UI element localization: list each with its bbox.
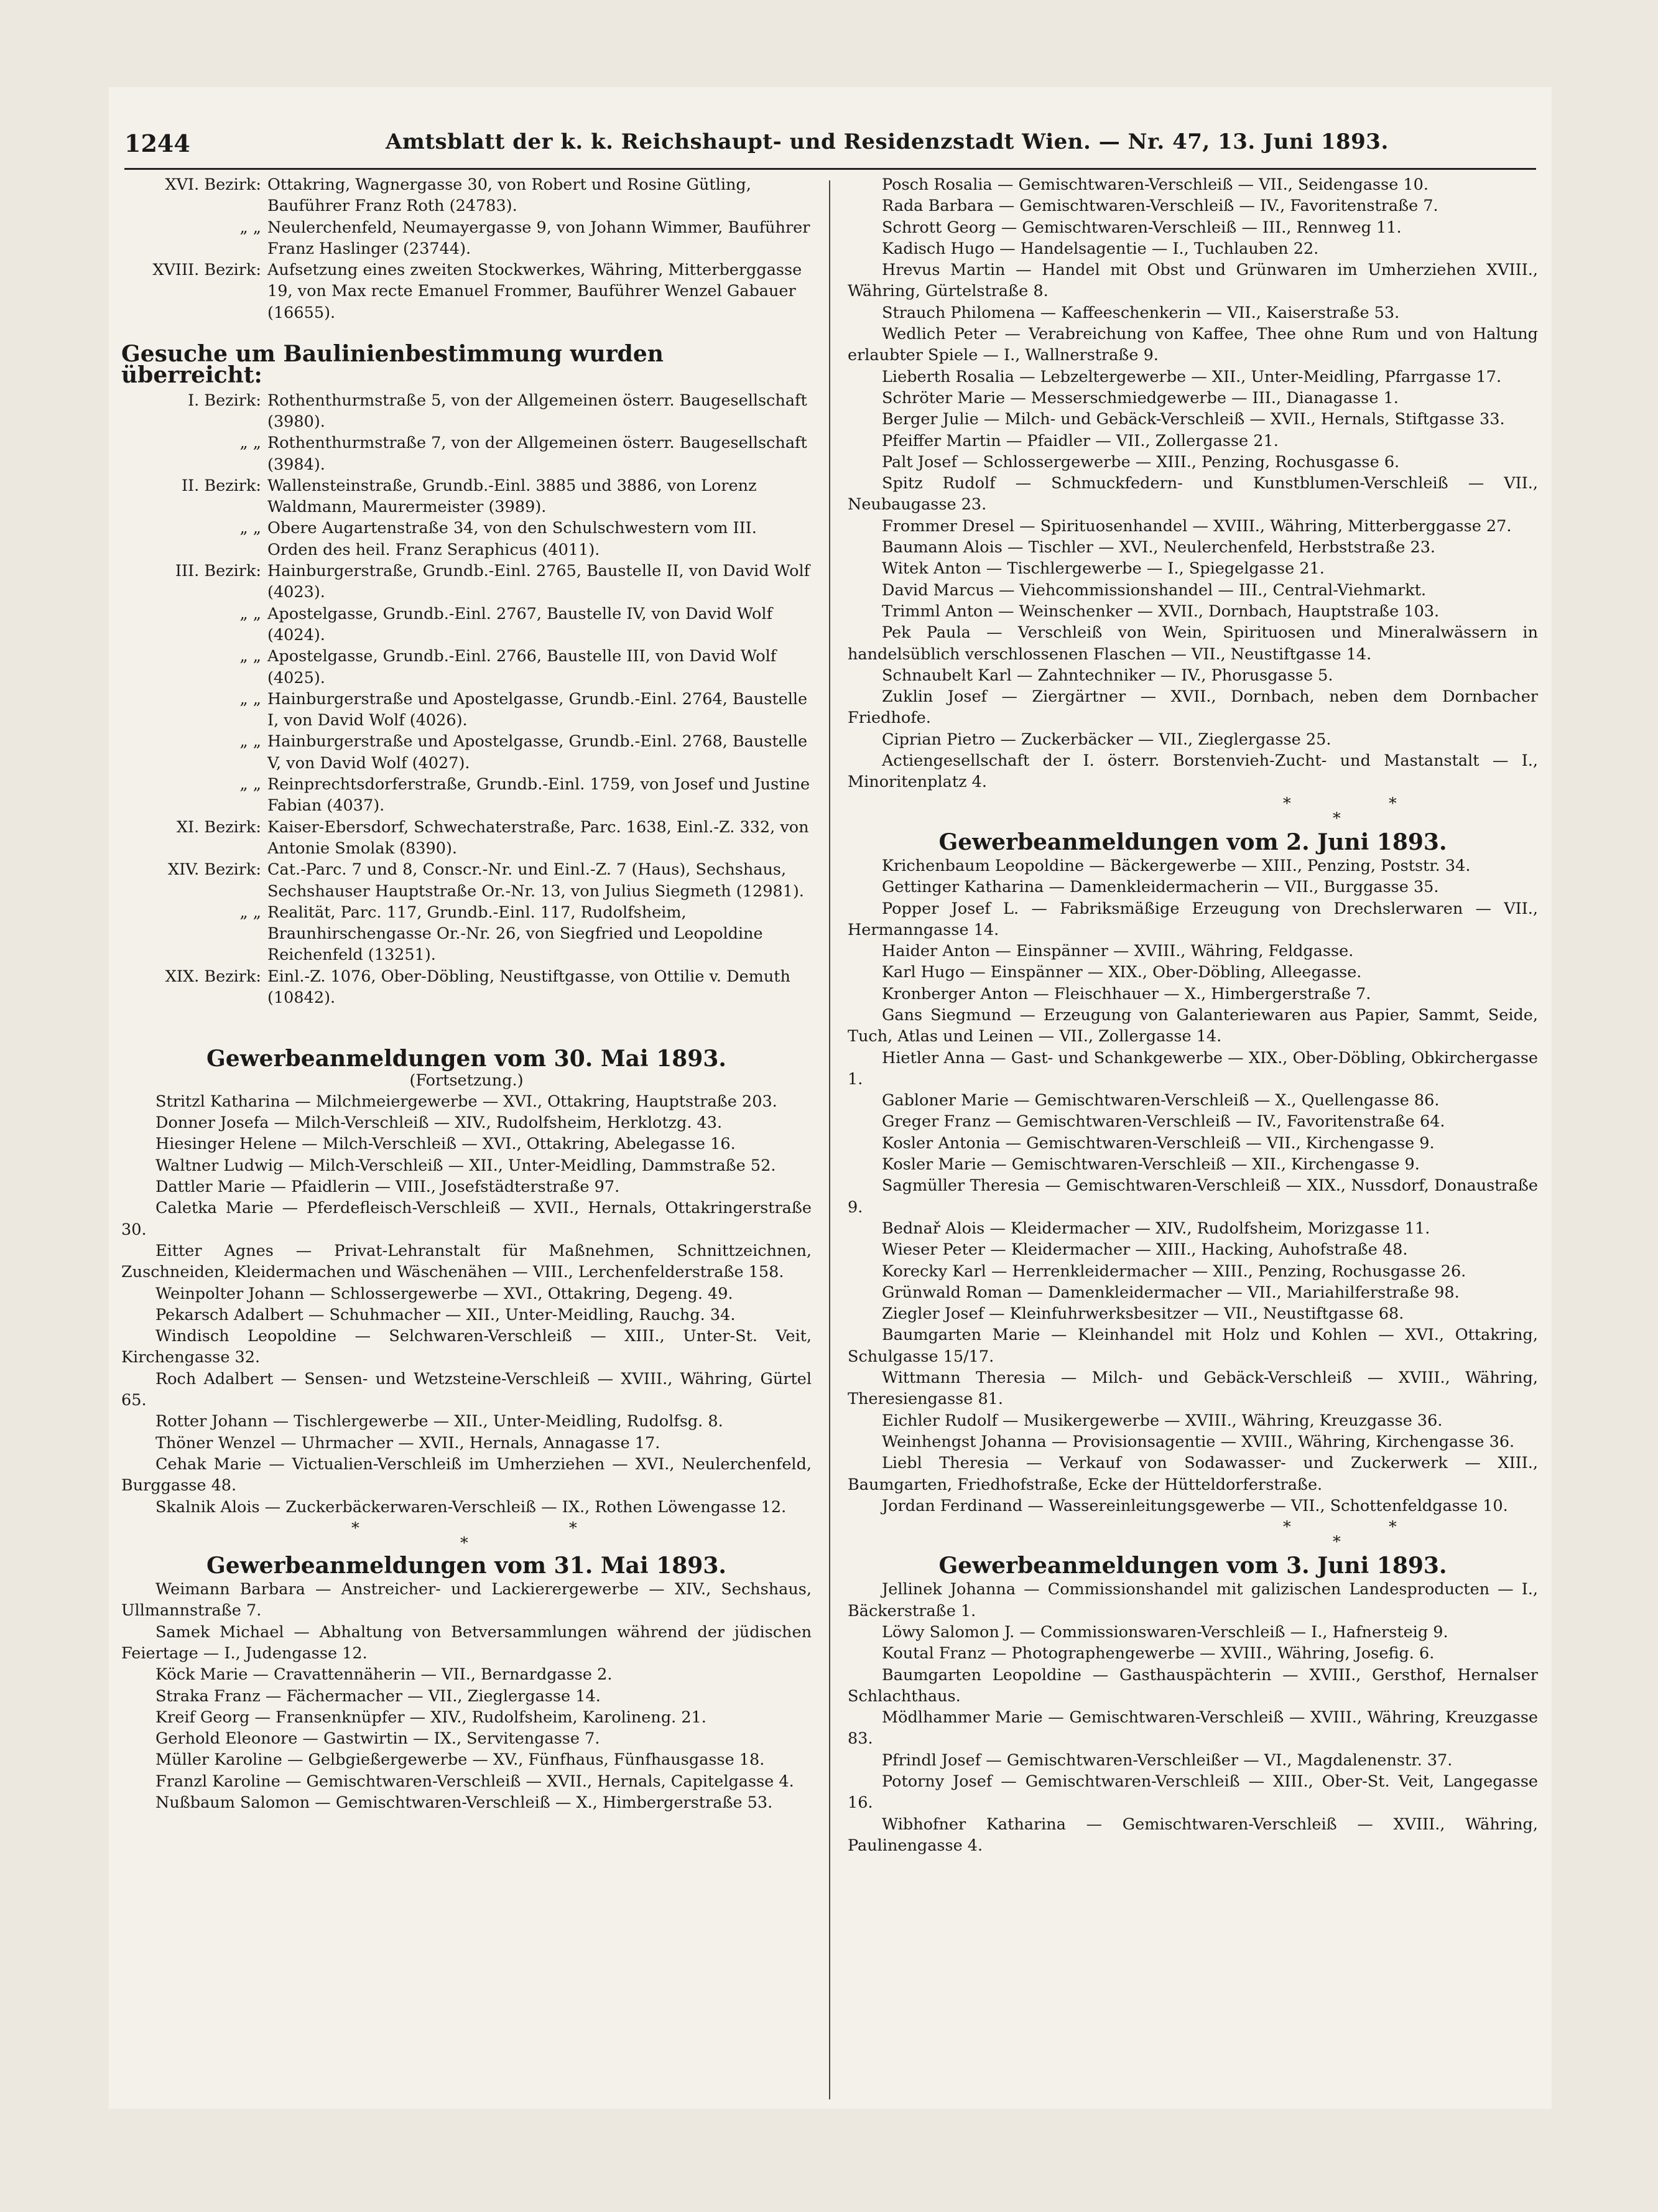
list-item: Ziegler Josef — Kleinfuhrwerksbesitzer — VII., Neustiftgasse 68. [882, 1304, 1404, 1324]
list-item: Trimml Anton — Weinschenker — XVII., Dornbach, Hauptstraße 103. [882, 602, 1440, 621]
list-item: Wittmann Theresia — Milch- und Gebäck-Verschleiß — XVIII., Währing, Theresiengasse 81. [848, 1369, 1538, 1409]
bezirk-entry [121, 646, 812, 689]
list-item: Rada Barbara — Gemischtwaren-Verschleiß — IV., Favoritenstraße 7. [882, 197, 1438, 216]
separator-star: * [1389, 794, 1397, 813]
bezirk-entry [121, 259, 812, 323]
list-item: Eitter Agnes — Privat-Lehranstalt für Maßnehmen, Schnittzeichnen, Zuschneiden, Kleidermachen und Wäschenähen — VIII., Lerchenfelderstraße 158. [121, 1241, 812, 1282]
list-item: Wieser Peter — Kleidermacher — XIII., Hacking, Auhofstraße 48. [882, 1240, 1408, 1260]
bezirk-label: „ „ [239, 519, 261, 538]
bezirk-text: Wallensteinstraße, Grundb.-Einl. 3885 und 3886, von Lorenz Waldmann, Maurermeister (3989). [267, 476, 757, 517]
list-item: Koutal Franz — Photographengewerbe — XVIII., Währing, Josefig. 6. [882, 1644, 1435, 1663]
bezirk-text: Apostelgasse, Grundb.-Einl. 2767, Baustelle IV, von David Wolf (4024). [267, 604, 773, 644]
bezirk-text: Cat.-Parc. 7 und 8, Conscr.-Nr. und Einl.-Z. 7 (Haus), Sechshaus, Sechshauser Hauptstraße Or.-Nr. 13, von Julius Siegmeth (12981). [267, 860, 804, 901]
bezirk-text: Ottakring, Wagnergasse 30, von Robert und Rosine Gütling, Bauführer Franz Roth (24783). [267, 175, 751, 216]
list-item: Jordan Ferdinand — Wassereinleitungsgewerbe — VII., Schottenfeldgasse 10. [882, 1496, 1508, 1515]
list-item: Kronberger Anton — Fleischhauer — X., Himbergerstraße 7. [882, 984, 1371, 1003]
list-item: Pfrindl Josef — Gemischtwaren-Verschleißer — VI., Magdalenenstr. 37. [882, 1750, 1453, 1770]
left-column [121, 174, 812, 1813]
bezirk-text: Realität, Parc. 117, Grundb.-Einl. 117, Rudolfsheim, Braunhirschengasse Or.-Nr. 26, von Siegfried und Leopoldine Reichenfeld (13251). [267, 903, 763, 965]
bezirk-label: „ „ [239, 604, 261, 623]
separator-star: * [1333, 809, 1341, 828]
list-item: Weinhengst Johanna — Provisionsagentie — XVIII., Währing, Kirchengasse 36. [882, 1432, 1515, 1451]
bezirk-entry [121, 390, 812, 433]
list-item: Hietler Anna — Gast- und Schankgewerbe — XIX., Ober-Döbling, Obkirchergasse 1. [848, 1048, 1538, 1089]
bezirk-entry [121, 859, 812, 902]
section-subtitle: (Fortsetzung.) [409, 1071, 524, 1090]
list-item: Schnaubelt Karl — Zahntechniker — IV., Phorusgasse 5. [882, 666, 1333, 685]
bezirk-entry [121, 902, 812, 966]
list-item: Frommer Dresel — Spirituosenhandel — XVIII., Währing, Mitterberggasse 27. [882, 516, 1512, 536]
list-31-mai [121, 1579, 812, 1813]
bezirk-entry [121, 217, 812, 260]
list-item: Donner Josefa — Milch-Verschleiß — XIV., Rudolfsheim, Herklotzg. 43. [155, 1113, 723, 1133]
list-item: Löwy Salomon J. — Commissionswaren-Verschleiß — I., Hafnersteig 9. [882, 1623, 1448, 1642]
newspaper-page [109, 87, 1552, 2109]
bezirk-label: XVIII. Bezirk: [152, 261, 261, 280]
bezirk-entry [121, 518, 812, 560]
section-heading-31-mai: Gewerbeanmeldungen vom 31. Mai 1893. [206, 1552, 726, 1579]
list-item: Mödlhammer Marie — Gemischtwaren-Verschleiß — XVIII., Währing, Kreuzgasse 83. [848, 1708, 1538, 1749]
page-header [124, 129, 1536, 167]
list-item: Samek Michael — Abhaltung von Betversammlungen während der jüdischen Feiertage — I., Judengasse 12. [121, 1622, 812, 1663]
section-separator [848, 793, 1538, 828]
header-title: Amtsblatt der k. k. Reichshaupt- und Residenzstadt Wien. — Nr. 47, 13. Juni 1893. [386, 129, 1389, 154]
separator-star: * [569, 1518, 577, 1538]
separator-star: * [460, 1533, 468, 1553]
separator-star: * [1389, 1518, 1397, 1537]
list-item: Korecky Karl — Herrenkleidermacher — XIII., Penzing, Rochusgasse 26. [882, 1262, 1466, 1281]
list-item: Lieberth Rosalia — Lebzeltergewerbe — XII., Unter-Meidling, Pfarrgasse 17. [882, 367, 1502, 386]
list-item: Straka Franz — Fächermacher — VII., Zieglergasse 14. [155, 1686, 601, 1706]
list-item: Rotter Johann — Tischlergewerbe — XII., Unter-Meidling, Rudolfsg. 8. [155, 1412, 723, 1431]
list-item: Baumgarten Leopoldine — Gasthauspächterin — XVIII., Gersthof, Hernalser Schlachthaus. [848, 1665, 1538, 1706]
list-item: Greger Franz — Gemischtwaren-Verschleiß — IV., Favoritenstraße 64. [882, 1112, 1445, 1132]
list-item: Nußbaum Salomon — Gemischtwaren-Verschleiß — X., Himbergerstraße 53. [155, 1793, 773, 1813]
list-item: Thöner Wenzel — Uhrmacher — XVII., Hernals, Annagasse 17. [155, 1433, 660, 1452]
list-item: Spitz Rudolf — Schmuckfedern- und Kunstblumen-Verschleiß — VII., Neubaugasse 23. [848, 474, 1538, 514]
bezirk-text: Hainburgerstraße und Apostelgasse, Grundb.-Einl. 2768, Baustelle V, von David Wolf (4027). [267, 732, 808, 773]
bezirk-text: Obere Augartenstraße 34, von den Schulschwestern vom III. Orden des heil. Franz Seraphicus (4011). [267, 519, 757, 559]
list-item: Wibhofner Katharina — Gemischtwaren-Verschleiß — XVIII., Währing, Paulinengasse 4. [848, 1815, 1538, 1855]
list-item: Krichenbaum Leopoldine — Bäckergewerbe — XIII., Penzing, Poststr. 34. [882, 856, 1471, 875]
bezirk-entry [121, 560, 812, 603]
list-item: Windisch Leopoldine — Selchwaren-Verschleiß — XIII., Unter-St. Veit, Kirchengasse 32. [121, 1327, 812, 1367]
list-item: Schrott Georg — Gemischtwaren-Verschleiß — III., Rennweg 11. [882, 218, 1402, 237]
list-item: Köck Marie — Cravattennäherin — VII., Bernardgasse 2. [155, 1665, 613, 1685]
page-number: 1244 [124, 129, 190, 157]
bezirk-label: „ „ [239, 218, 261, 237]
bezirk-label: „ „ [239, 903, 261, 922]
list-item: Waltner Ludwig — Milch-Verschleiß — XII., Unter-Meidling, Dammstraße 52. [155, 1156, 776, 1175]
list-item: Roch Adalbert — Sensen- und Wetzsteine-Verschleiß — XVIII., Währing, Gürtel 65. [121, 1369, 812, 1410]
bezirk-text: Neulerchenfeld, Neumayergasse 9, von Johann Wimmer, Bauführer Franz Haslinger (23744). [267, 218, 810, 258]
list-item: Weimann Barbara — Anstreicher- und Lackierergewerbe — XIV., Sechshaus, Ullmannstraße 7. [121, 1580, 812, 1620]
bezirk-entry [121, 689, 812, 732]
list-item: Actiengesellschaft der I. österr. Borstenvieh-Zucht- und Mastanstalt — I., Minoritenplatz 4. [848, 751, 1538, 792]
baubewilligung-list [121, 174, 812, 323]
bezirk-label: „ „ [239, 775, 261, 794]
column-divider [829, 180, 830, 2099]
bezirk-text: Apostelgasse, Grundb.-Einl. 2766, Baustelle III, von David Wolf (4025). [267, 647, 777, 687]
bezirk-label: XIV. Bezirk: [167, 860, 261, 880]
baulinien-heading: Gesuche um Baulinienbestimmung wurden überreicht: [121, 341, 664, 389]
right-column [848, 174, 1538, 1856]
bezirk-entry [121, 966, 812, 1009]
list-30-mai [121, 1091, 812, 1518]
list-item: Weinpolter Johann — Schlossergewerbe — XVI., Ottakring, Degeng. 49. [155, 1284, 733, 1303]
bezirk-text: Kaiser-Ebersdorf, Schwechaterstraße, Parc. 1638, Einl.-Z. 332, von Antonie Smolak (8390). [267, 817, 809, 858]
bezirk-label: XI. Bezirk: [176, 817, 261, 837]
list-item: Karl Hugo — Einspänner — XIX., Ober-Döbling, Alleegasse. [882, 963, 1362, 982]
list-2-juni [848, 855, 1538, 1517]
separator-star: * [1333, 1533, 1341, 1552]
bezirk-text: Aufsetzung eines zweiten Stockwerkes, Währing, Mitterberggasse 19, von Max recte Emanuel Frommer, Bauführer Wenzel Gabauer (16655). [267, 261, 802, 322]
list-item: Hrevus Martin — Handel mit Obst und Grünwaren im Umherziehen XVIII., Währing, Gürtelstraße 8. [848, 261, 1538, 301]
list-item: Palt Josef — Schlossergewerbe — XIII., Penzing, Rochusgasse 6. [882, 452, 1400, 472]
list-item: Gettinger Katharina — Damenkleidermacherin — VII., Burggasse 35. [882, 878, 1439, 897]
list-item: Berger Julie — Milch- und Gebäck-Verschleiß — XVII., Hernals, Stiftgasse 33. [882, 410, 1505, 429]
bezirk-text: Einl.-Z. 1076, Ober-Döbling, Neustiftgasse, von Ottilie v. Demuth (10842). [267, 967, 790, 1007]
bezirk-entry [121, 603, 812, 646]
list-3-juni [848, 1579, 1538, 1856]
list-item: Hiesinger Helene — Milch-Verschleiß — XVI., Ottakring, Abelegasse 16. [155, 1135, 736, 1154]
list-item: Kosler Antonia — Gemischtwaren-Verschleiß — VII., Kirchengasse 9. [882, 1133, 1435, 1153]
header-rule [124, 168, 1536, 170]
list-item: Stritzl Katharina — Milchmeiergewerbe — XVI., Ottakring, Hauptstraße 203. [155, 1092, 777, 1111]
list-item: Baumann Alois — Tischler — XVI., Neulerchenfeld, Herbststraße 23. [882, 538, 1436, 557]
list-item: Eichler Rudolf — Musikergewerbe — XVIII., Währing, Kreuzgasse 36. [882, 1411, 1443, 1430]
bezirk-label: „ „ [239, 689, 261, 709]
list-item: Haider Anton — Einspänner — XVIII., Währing, Feldgasse. [882, 942, 1354, 961]
list-item: Kreif Georg — Fransenknüpfer — XIV., Rudolfsheim, Karolineng. 21. [155, 1708, 706, 1727]
bezirk-label: „ „ [239, 434, 261, 453]
bezirk-entry [121, 174, 812, 217]
list-item: Liebl Theresia — Verkauf von Sodawasser- und Zuckerwerk — XIII., Baumgarten, Friedhofstraße, Ecke der Hütteldorferstraße. [848, 1454, 1538, 1494]
bezirk-text: Reinprechtsdorferstraße, Grundb.-Einl. 1759, von Josef und Justine Fabian (4037). [267, 775, 810, 816]
list-item: Gabloner Marie — Gemischtwaren-Verschleiß — X., Quellengasse 86. [882, 1091, 1440, 1110]
separator-star: * [1283, 1518, 1291, 1537]
list-item: Franzl Karoline — Gemischtwaren-Verschleiß — XVII., Hernals, Capitelgasse 4. [155, 1772, 794, 1791]
list-item: Skalnik Alois — Zuckerbäckerwaren-Verschleiß — IX., Rothen Löwengasse 12. [155, 1497, 787, 1517]
list-item: Bednař Alois — Kleidermacher — XIV., Rudolfsheim, Morizgasse 11. [882, 1219, 1430, 1238]
bezirk-label: XIX. Bezirk: [165, 967, 261, 986]
list-item: Posch Rosalia — Gemischtwaren-Verschleiß — VII., Seidengasse 10. [882, 175, 1429, 194]
list-item: Jellinek Johanna — Commissionshandel mit galizischen Landesproducten — I., Bäckerstraße 1. [848, 1580, 1538, 1620]
bezirk-label: XVI. Bezirk: [165, 175, 261, 194]
bezirk-text: Rothenthurmstraße 5, von der Allgemeinen österr. Baugesellschaft (3980). [267, 391, 807, 431]
bezirk-text: Hainburgerstraße, Grundb.-Einl. 2765, Baustelle II, von David Wolf (4023). [267, 562, 810, 602]
bezirk-entry [121, 774, 812, 817]
section-heading-30-mai: Gewerbeanmeldungen vom 30. Mai 1893. [206, 1046, 726, 1072]
list-item: Schröter Marie — Messerschmiedgewerbe — III., Dianagasse 1. [882, 388, 1399, 407]
list-item: Strauch Philomena — Kaffeeschenkerin — VII., Kaiserstraße 53. [882, 303, 1400, 322]
list-item: Gerhold Eleonore — Gastwirtin — IX., Servitengasse 7. [155, 1729, 600, 1749]
bezirk-label: „ „ [239, 732, 261, 751]
list-item: Caletka Marie — Pferdefleisch-Verschleiß — XVII., Hernals, Ottakringerstraße 30. [121, 1199, 812, 1239]
bezirk-text: Rothenthurmstraße 7, von der Allgemeinen österr. Baugesellschaft (3984). [267, 434, 807, 474]
list-item: Pek Paula — Verschleiß von Wein, Spirituosen und Mineralwässern in handelsüblich verschlossenen Flaschen — VII., Neustiftgasse 14. [848, 623, 1538, 664]
bezirk-label: „ „ [239, 647, 261, 666]
separator-star: * [351, 1518, 359, 1538]
bezirk-text: Hainburgerstraße und Apostelgasse, Grundb.-Einl. 2764, Baustelle I, von David Wolf (4026). [267, 689, 808, 730]
list-item: Baumgarten Marie — Kleinhandel mit Holz und Kohlen — XVI., Ottakring, Schulgasse 15/17. [848, 1326, 1538, 1366]
list-item: Kadisch Hugo — Handelsagentie — I., Tuchlauben 22. [882, 239, 1319, 258]
list-item: David Marcus — Viehcommissionshandel — III., Central-Viehmarkt. [882, 580, 1427, 600]
list-item: Grünwald Roman — Damenkleidermacher — VII., Mariahilferstraße 98. [882, 1283, 1460, 1302]
section-separator [121, 1518, 812, 1553]
bezirk-entry [121, 817, 812, 860]
bezirk-entry [121, 432, 812, 475]
bezirk-label: I. Bezirk: [188, 391, 261, 410]
section-separator [848, 1517, 1538, 1552]
bezirk-label: III. Bezirk: [175, 562, 261, 581]
list-item: Wedlich Peter — Verabreichung von Kaffee, Thee ohne Rum und von Haltung erlaubter Spiele — I., Wallnerstraße 9. [848, 325, 1538, 365]
list-item: Gans Siegmund — Erzeugung von Galanteriewaren aus Papier, Sammt, Seide, Tuch, Atlas und Leinen — VII., Zollergasse 14. [848, 1005, 1538, 1046]
list-item: Pekarsch Adalbert — Schuhmacher — XII., Unter-Meidling, Rauchg. 34. [155, 1305, 736, 1324]
list-31-mai-continued [848, 174, 1538, 793]
list-item: Popper Josef L. — Fabriksmäßige Erzeugung von Drechslerwaren — VII., Hermanngasse 14. [848, 899, 1538, 939]
list-item: Sagmüller Theresia — Gemischtwaren-Verschleiß — XIX., Nussdorf, Donaustraße 9. [848, 1176, 1538, 1217]
list-item: Zuklin Josef — Ziergärtner — XVII., Dornbach, neben dem Dornbacher Friedhofe. [848, 687, 1538, 728]
section-heading-2-juni: Gewerbeanmeldungen vom 2. Juni 1893. [938, 829, 1447, 855]
list-item: Müller Karoline — Gelbgießergewerbe — XV., Fünfhaus, Fünfhausgasse 18. [155, 1750, 765, 1770]
separator-star: * [1283, 794, 1291, 813]
bezirk-entry [121, 731, 812, 774]
section-heading-3-juni: Gewerbeanmeldungen vom 3. Juni 1893. [938, 1553, 1447, 1579]
bezirk-entry [121, 475, 812, 518]
list-item: Witek Anton — Tischlergewerbe — I., Spiegelgasse 21. [882, 559, 1325, 579]
list-item: Cehak Marie — Victualien-Verschleiß im Umherziehen — XVI., Neulerchenfeld, Burggasse 48. [121, 1454, 812, 1495]
list-item: Pfeiffer Martin — Pfaidler — VII., Zollergasse 21. [882, 431, 1279, 450]
list-item: Potorny Josef — Gemischtwaren-Verschleiß — XIII., Ober-St. Veit, Langegasse 16. [848, 1772, 1538, 1813]
bezirk-label: II. Bezirk: [181, 476, 261, 495]
list-item: Kosler Marie — Gemischtwaren-Verschleiß — XII., Kirchengasse 9. [882, 1155, 1420, 1174]
list-item: Dattler Marie — Pfaidlerin — VIII., Josefstädterstraße 97. [155, 1178, 620, 1197]
baulinien-list [121, 390, 812, 1009]
list-item: Ciprian Pietro — Zuckerbäcker — VII., Zieglergasse 25. [882, 730, 1331, 749]
